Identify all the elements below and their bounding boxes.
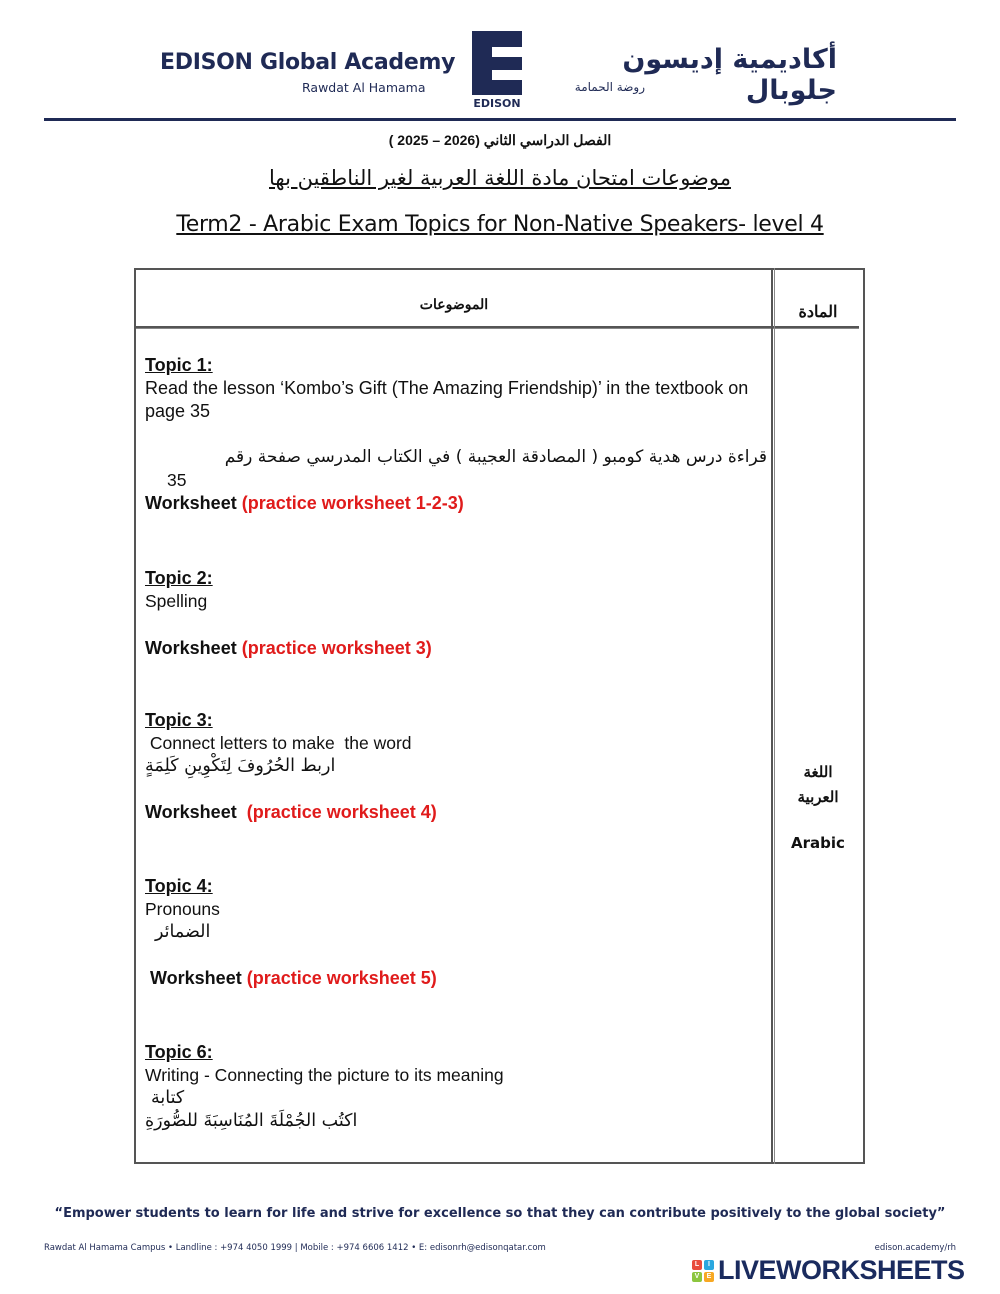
website-link[interactable]: edison.academy/rh bbox=[874, 1243, 956, 1253]
topic-description: Connect letters to make the word bbox=[145, 733, 412, 753]
logo-notch bbox=[492, 47, 522, 57]
brand-name-ar: أكاديمية إديسون جلوبال bbox=[622, 44, 837, 106]
campus-name-ar: روضة الحمامة bbox=[574, 80, 645, 94]
contact-info: Rawdat Al Hamama Campus • Landline : +974 4050 1999 | Mobile : +974 6606 1412 • E: edisonrh@edisonqatar.com bbox=[44, 1243, 546, 1253]
worksheet-line: Worksheet (practice worksheet 4) bbox=[145, 802, 437, 822]
school-motto: “Empower students to learn for life and strive for excellence so that they can contribute positively to the global society” bbox=[54, 1206, 946, 1221]
page-title-en: Term2 - Arabic Exam Topics for Non-Native Speakers- level 4 bbox=[176, 212, 824, 237]
topic-2 bbox=[145, 567, 767, 660]
topic-description: Pronouns bbox=[145, 899, 220, 919]
table-row-divider bbox=[136, 328, 859, 329]
topic-description-ar: اكتُب الجُمْلَةَ المُنَاسِبَةَ للصُّورَةِ bbox=[145, 1111, 358, 1131]
logo-notch bbox=[492, 70, 522, 80]
page-title-ar: موضوعات امتحان مادة اللغة العربية لغير الناطقين بها bbox=[269, 166, 731, 190]
edison-logo-icon bbox=[472, 31, 522, 95]
topic-heading: Topic 6: bbox=[145, 1042, 213, 1062]
topic-heading: Topic 4: bbox=[145, 876, 213, 896]
topic-description: Read the lesson ‘Kombo’s Gift (The Amazing Friendship)’ in the textbook on page 35 bbox=[145, 378, 749, 421]
liveworksheets-icon: L I V E bbox=[692, 1260, 714, 1282]
topic-description: Spelling bbox=[145, 591, 208, 611]
subject-name-ar: اللغة العربية bbox=[797, 764, 839, 806]
liveworksheets-wordmark: LIVEWORKSHEETS bbox=[718, 1255, 965, 1285]
worksheet-line: Worksheet (practice worksheet 5) bbox=[150, 968, 437, 988]
topic-3 bbox=[145, 709, 767, 824]
liveworksheets-logo[interactable] bbox=[692, 1255, 988, 1285]
topic-description-ar: اربط الحُرُوفَ لِتَكْوِينِ كَلِمَةٍ bbox=[145, 756, 336, 776]
subject-name-en: Arabic bbox=[791, 834, 845, 852]
worksheet-line: Worksheet (practice worksheet 1-2-3) bbox=[145, 493, 464, 513]
topic-heading: Topic 1: bbox=[145, 355, 213, 375]
topic-6 bbox=[145, 1041, 767, 1133]
topic-description: Writing - Connecting the picture to its meaning bbox=[145, 1065, 504, 1085]
topic-heading: Topic 3: bbox=[145, 710, 213, 730]
column-header-subject: المادة bbox=[798, 304, 838, 321]
topic-page-number: 35 bbox=[167, 470, 187, 490]
campus-name-en: Rawdat Al Hamama bbox=[302, 80, 426, 95]
header-divider bbox=[44, 118, 956, 121]
column-header-topics: الموضوعات bbox=[419, 296, 489, 312]
topic-description-ar: قراءة درس هدية كومبو ( المصادقة العجيبة ) في الكتاب المدرسي صفحة رقم bbox=[224, 447, 767, 467]
topic-description-ar: الضمائر bbox=[155, 922, 211, 942]
worksheet-line: Worksheet (practice worksheet 3) bbox=[145, 638, 432, 658]
table-column-divider bbox=[771, 268, 773, 1164]
term-label-ar: الفصل الدراسي الثاني (2026 – 2025 ) bbox=[388, 132, 612, 148]
brand-name-en: EDISON Global Academy bbox=[160, 50, 456, 75]
logo-word: EDISON bbox=[473, 97, 521, 110]
topic-description-ar: كتابة bbox=[151, 1088, 185, 1108]
topic-heading: Topic 2: bbox=[145, 568, 213, 588]
topic-1 bbox=[145, 354, 767, 515]
topic-4 bbox=[145, 875, 767, 990]
table-column-divider bbox=[774, 268, 775, 1164]
